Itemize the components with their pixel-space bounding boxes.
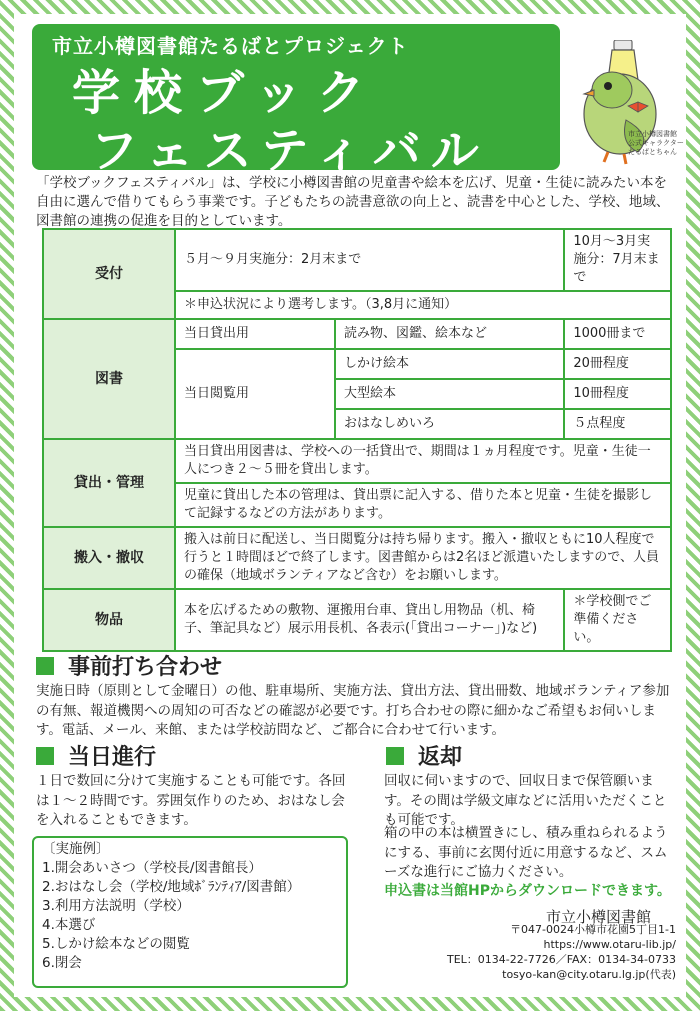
- table-row: [43, 229, 671, 291]
- reception-note: ＊申込状況により選考します。（3,8月に通知）: [175, 291, 671, 319]
- list-item: 1.開会あいさつ（学校長/図書館長）: [42, 860, 262, 876]
- title-line-1: 学校ブック: [72, 65, 379, 121]
- books-header: 図書: [43, 319, 175, 439]
- example-box: [32, 836, 348, 988]
- address: 〒047-0024小樽市花園5丁目1-1: [510, 923, 676, 936]
- list-item: 5.しかけ絵本などの閲覧: [42, 936, 190, 952]
- list-item: 4.本選び: [42, 917, 96, 933]
- download-notice: 申込書は当館HPからダウンロードできます。: [384, 883, 671, 899]
- items-note: ＊学校側でご準備ください。: [564, 589, 671, 651]
- books-viewing-kind: おはなしめいろ: [335, 409, 564, 439]
- loan-text-2: 児童に貸出した本の管理は、貸出票に記入する、借りた本と児童・生徒を撮影して記録するなどの方法があります。: [175, 483, 671, 527]
- meeting-heading: 事前打ち合わせ: [36, 650, 222, 681]
- items-header: 物品: [43, 589, 175, 651]
- return-text-1: 回収に伺いますので、回収日まで保管願います。その間は学級文庫などに活用いただくことも可能です。: [384, 773, 667, 828]
- flyer-sheet: [14, 14, 686, 997]
- table-row: [43, 319, 671, 349]
- square-bullet-icon: [36, 657, 54, 675]
- books-viewing-count: 10冊程度: [564, 379, 671, 409]
- intro-paragraph: 「学校ブックフェスティバル」は、学校に小樽図書館の児童書や絵本を広げ、児童・生徒に読みたい本を自由に選んで借りてもらう事業です。子どもたちの読書意欲の向上と、読書を中心とした、学校、地域、図書館の連携の促進を目的としています。: [36, 175, 670, 229]
- table-row: [43, 527, 671, 589]
- square-bullet-icon: [386, 747, 404, 765]
- reception-period-2: 10月〜3月実施分：7月末まで: [564, 229, 671, 291]
- books-lending-count: 1000冊まで: [564, 319, 671, 349]
- title-line-2: フェスティバル: [90, 123, 489, 179]
- loan-text-1: 当日貸出用図書は、学校への一括貸出で、期間は１ヵ月程度です。児童・生徒一人につき２〜５冊を貸出します。: [175, 439, 671, 483]
- mascot-caption: 市立小樽図書館 公式キャラクター たるばとちゃん: [628, 130, 684, 156]
- reception-header: 受付: [43, 229, 175, 319]
- project-subtitle: 市立小樽図書館たるばとプロジェクト: [52, 34, 409, 58]
- transport-header: 搬入・撤収: [43, 527, 175, 589]
- books-lending: 当日貸出用: [175, 319, 335, 349]
- example-title: 〔実施例〕: [42, 841, 110, 857]
- email-link[interactable]: tosyo-kan@city.otaru.lg.jp(代表): [502, 968, 676, 981]
- reception-period-1: ５月〜９月実施分：2月末まで: [175, 229, 564, 291]
- list-item: 2.おはなし会（学校/地域ﾎﾞﾗﾝﾃｨｱ/図書館）: [42, 879, 301, 895]
- phone-fax: TEL：0134-22-7726／FAX：0134-34-0733: [446, 953, 676, 966]
- details-table: [42, 228, 672, 652]
- transport-text: 搬入は前日に配送し、当日閲覧分は持ち帰ります。搬入・撤収ともに10人程度で行うと１時間ほどで終了します。図書館からは2名ほど派遣いたしますので、人員の確保（地域ボランティアなど含む）をお願いします。: [175, 527, 671, 589]
- books-viewing-count: 20冊程度: [564, 349, 671, 379]
- square-bullet-icon: [36, 747, 54, 765]
- items-text: 本を広げるための敷物、運搬用台車、貸出し用物品（机、椅子、筆記具など）展示用長机、各表示(｢貸出コーナー｣)など): [175, 589, 564, 651]
- contact-info: [402, 922, 676, 982]
- website-link[interactable]: https://www.otaru-lib.jp/: [543, 938, 676, 951]
- list-item: 6.閉会: [42, 955, 82, 971]
- return-text-2: 箱の中の本は横置きにし、積み重ねられるようにする、事前に玄関付近に用意するなど、スムーズな進行にご協力ください。: [384, 825, 668, 880]
- list-item: 3.利用方法説明（学校）: [42, 898, 190, 914]
- meeting-text: 実施日時（原則として金曜日）の他、駐車場所、実施方法、貸出方法、貸出冊数、地域ボランティア参加の有無、報道機関への周知の可否などの確認が必要です。打ち合わせの際に細かなご希望もお伺いします。電話、メール、来館、または学校訪問など、ご都合に合わせて行います。: [36, 683, 670, 738]
- books-viewing-count: ５点程度: [564, 409, 671, 439]
- books-lending-kind: 読み物、図鑑、絵本など: [335, 319, 564, 349]
- day-text: １日で数回に分けて実施することも可能です。各回は１〜２時間です。雰囲気作りのため、おはなし会を入れることもできます。: [36, 773, 346, 828]
- title-banner: [32, 24, 560, 179]
- library-name: 市立小樽図書館: [546, 908, 652, 926]
- table-row: [43, 439, 671, 483]
- books-viewing-kind: 大型絵本: [335, 379, 564, 409]
- day-heading: 当日進行: [36, 740, 156, 771]
- table-row: [43, 589, 671, 651]
- books-viewing-kind: しかけ絵本: [335, 349, 564, 379]
- return-heading: 返却: [386, 740, 462, 771]
- books-viewing: 当日閲覧用: [175, 349, 335, 439]
- loan-header: 貸出・管理: [43, 439, 175, 527]
